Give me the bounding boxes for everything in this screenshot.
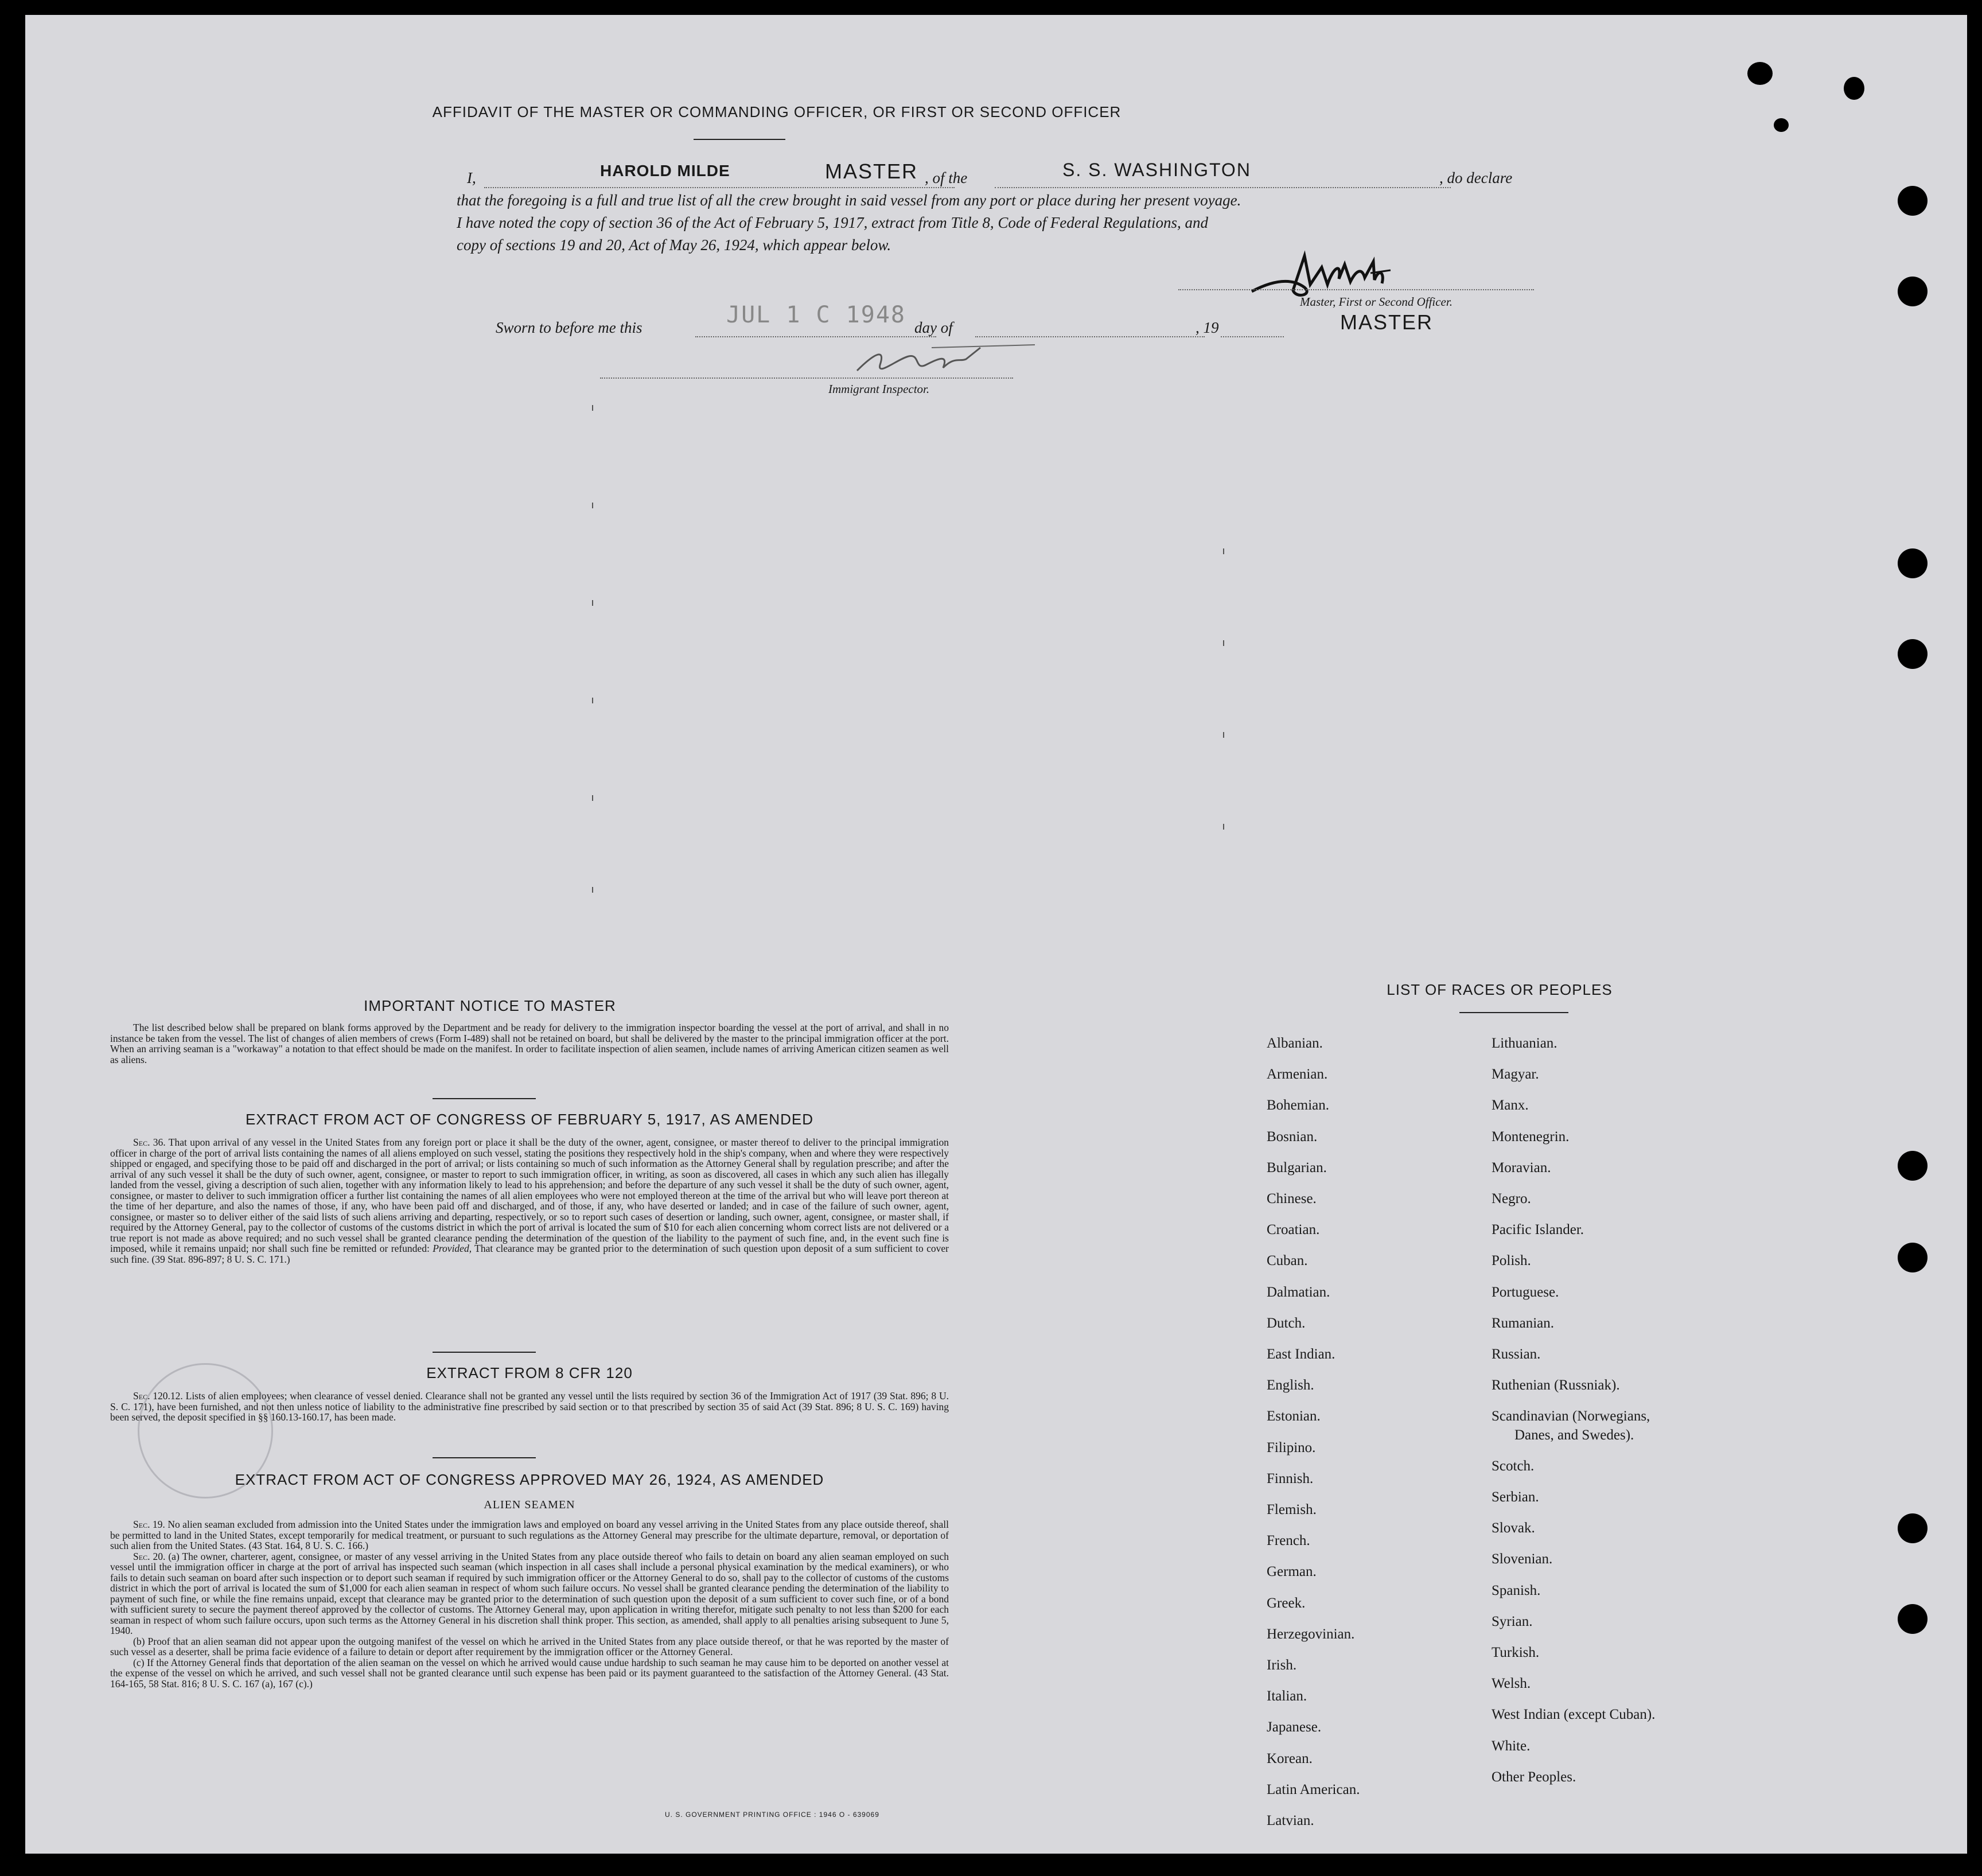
extract-1924-heading: EXTRACT FROM ACT OF CONGRESS APPROVED MAY 26, 1924, AS AMENDED (235, 1471, 824, 1488)
document-page (25, 15, 1967, 1854)
affidavit-line-3: I have noted the copy of section 36 of the Act of February 5, 1917, extract from Title 8, Code of Federal Regulations, and (457, 214, 1209, 231)
binder-hole (1747, 62, 1773, 85)
affidavit-line-2: that the foregoing is a full and true list of all the crew brought in said vessel from any port or place during her present voyage. (457, 192, 1241, 209)
scan-mark (1223, 640, 1224, 646)
race-item: Croatian. (1267, 1222, 1320, 1238)
race-item: Montenegrin. (1492, 1128, 1570, 1145)
races-column-1 (1267, 1028, 1360, 1836)
sec-20c-text: (c) If the Attorney General finds that deportation of the alien seaman on the vessel on which he arrived would cause undue hardship to such seaman he may cause him to be deported on another vessel at the expense of the vessel on which he arrived, and such vessel shall not be granted clearance until such expense has been paid or its payment guaranteed to the satisfaction of the Attorney General. (43 Stat. 164-165, 58 Stat. 816; 8 U. S. C. 167 (a), 167 (c).) (110, 1656, 949, 1690)
races-column-2 (1492, 1028, 1655, 1793)
extract-1917-body (110, 1137, 949, 1264)
scan-mark (592, 795, 593, 801)
race-item: Serbian. (1492, 1489, 1539, 1505)
race-item: Latin American. (1267, 1781, 1360, 1797)
binder-hole (1898, 1151, 1928, 1181)
binder-hole (1898, 1243, 1928, 1272)
sec-36-text: That upon arrival of any vessel in the United States from any foreign port or place it shall be the duty of the owner, agent, consignee, or master thereof to deliver to the principal immigration officer in charge of the port of arrival lists containing the names of all aliens employed on such vessel, stating the positions they respectively hold in the ship's company, when and where they were respectively shipped or engaged, and specifying those to be paid off and discharged in the port of arrival; or lists containing so much of such information as the Attorney General shall by regulation prescribe; and after the arrival of any such vessel it shall be the duty of such owner, agent, consignee, or master to report to such immigration officer, in writing, as soon as discovered, all cases in which any such alien has illegally landed from the vessel, giving a description of such alien, together with any information likely to lead to his apprehension; and before the departure of any such vessel it shall be the duty of such owner, agent, consignee, or master to deliver to such immigration officer a further list containing the names of all alien employees who were not employed thereon at the time of the arrival but who will leave port thereon at the time of her departure, and also the names of those, if any, who have been paid off and discharged, and of those, if any, who have deserted or landed; and in case of the failure of such owner, agent, consignee, or master so to deliver either of the said lists of such aliens arriving and departing, respectively, or so to report such cases of desertion or landing, such owner, agent, consignee, or master shall, if required by the Attorney General, pay to the collector of customs of the customs district in which the port of arrival is located the sum of $10 for each alien concerning whom correct lists are not delivered or a true report is not made as above required; and no such vessel shall be granted clearance pending the determination of the question of the liability to the payment of such fine, and, in the event such fine is imposed, while it remains unpaid; nor shall such fine be remitted or refunded: (110, 1137, 949, 1254)
race-item: Polish. (1492, 1253, 1531, 1269)
race-item: Herzegovinian. (1267, 1626, 1355, 1642)
race-item: Japanese. (1267, 1719, 1322, 1735)
year-blank (1221, 336, 1284, 337)
race-item: German. (1267, 1564, 1317, 1580)
inspector-caption: Immigrant Inspector. (828, 382, 930, 396)
race-item: Chinese. (1267, 1191, 1317, 1207)
year-prefix: , 19 (1196, 319, 1219, 336)
affidavit-line-4: copy of sections 19 and 20, Act of May 26, 1924, which appear below. (457, 236, 891, 254)
race-item: Dalmatian. (1267, 1284, 1330, 1300)
race-item: Russian. (1492, 1346, 1541, 1363)
race-item: Lithuanian. (1492, 1036, 1557, 1051)
race-item: Moravian. (1492, 1159, 1551, 1176)
race-item: Bulgarian. (1267, 1159, 1327, 1176)
race-item: Latvian. (1267, 1813, 1314, 1829)
notice-heading: IMPORTANT NOTICE TO MASTER (364, 997, 616, 1014)
race-item: French. (1267, 1533, 1310, 1549)
scan-mark (592, 698, 593, 703)
declare-text: , do declare (1439, 169, 1513, 186)
binder-hole (1898, 1604, 1928, 1634)
race-item: Dutch. (1267, 1315, 1306, 1331)
race-item: Magyar. (1492, 1067, 1539, 1083)
race-item: Korean. (1267, 1750, 1313, 1766)
race-item: Scotch. (1492, 1458, 1535, 1474)
race-item: English. (1267, 1377, 1314, 1394)
scan-mark (1223, 824, 1224, 830)
binder-hole (1898, 548, 1928, 578)
race-item: Rumanian. (1492, 1315, 1555, 1331)
race-item: Filipino. (1267, 1439, 1316, 1455)
scan-mark (1223, 548, 1224, 554)
affidavit-prefix: I, (467, 169, 476, 186)
race-item: Slovak. (1492, 1520, 1535, 1536)
sec-19-text: No alien seaman excluded from admission into the United States under the immigration laws and employed on board any vessel arriving in the United States from any place outside thereof, shall be permitted to land in the United States, except temporarily for medical treatment, or pursuant to such regulations as the Attorney General may prescribe for the ultimate departure, removal, or deportation of such alien from the United States. (43 Stat. 164, 8 U. S. C. 166.) (110, 1519, 949, 1551)
day-of-text: day of (914, 319, 953, 336)
race-item: Welsh. (1492, 1676, 1531, 1692)
printer-footer: U. S. GOVERNMENT PRINTING OFFICE : 1946 O - 639069 (665, 1811, 879, 1819)
sec-20a-text: (a) The owner, charterer, agent, consignee, or master of any vessel arriving in the United States from any place outside thereof who fails to detain on board any alien seaman employed on such vessel until the immigration officer in charge at the port of arrival has inspected such seaman (which inspection in all cases shall include a personal physical examination by the medical examiners), or who fails to detain such seaman on board after such inspection or to deport such seaman if required by such immigration officer or the Attorney General to do so, shall pay to the collector of customs of the customs district in which the port of arrival is located the sum of $1,000 for each alien seaman in respect of whom such failure occurs. No vessel shall be granted clearance pending the determination of the liability to payment of such fine, or while the fine remains unpaid, except that clearance may be granted prior to the determination of such question upon the deposit of a sum sufficient to cover such fine, or of a bond with sufficient surety to secure the payment thereof approved by the collector of customs. The Attorney General may, upon application in writing therefor, mitigate such penalty to not less than $200 for each seaman in respect of whom such failure occurs, upon such terms as the Attorney General in his discretion shall think proper. This section, as amended, shall apply to all penalties arising subsequent to June 5, 1940. (110, 1550, 949, 1636)
provided-text: Provided, (433, 1243, 472, 1254)
binder-hole (1898, 277, 1928, 306)
master-rank: MASTER (825, 159, 918, 183)
heading-rule (694, 139, 785, 140)
section-rule (433, 1457, 536, 1458)
race-item: Portuguese. (1492, 1284, 1559, 1300)
scan-mark (1223, 732, 1224, 738)
vessel-name: S. S. WASHINGTON (1062, 159, 1251, 180)
race-item: Flemish. (1267, 1502, 1317, 1518)
race-item: Turkish. (1492, 1645, 1540, 1661)
inspector-signature-line (600, 377, 1013, 379)
race-item: Pacific Islander. (1492, 1222, 1584, 1238)
race-item: East Indian. (1267, 1346, 1335, 1363)
race-item: Bohemian. (1267, 1097, 1330, 1114)
sec-20b-text: (b) Proof that an alien seaman did not appear upon the outgoing manifest of the vessel on which he arrived in the United States from any place outside thereof, or that he was reported by the master of such vessel as a deserter, shall be prima facie evidence of a failure to detain or deport after requirement by the immigration officer or the Attorney General. (110, 1635, 949, 1657)
sec-20-label: Sec. 20. (133, 1550, 166, 1562)
extract-1917-heading: EXTRACT FROM ACT OF CONGRESS OF FEBRUARY 5, 1917, AS AMENDED (246, 1111, 813, 1128)
scan-mark (592, 503, 593, 508)
race-item: Italian. (1267, 1688, 1307, 1704)
race-item: Greek. (1267, 1595, 1306, 1611)
race-item: West Indian (except Cuban). (1492, 1707, 1656, 1723)
race-item: White. (1492, 1738, 1531, 1754)
inspector-signature (846, 336, 1041, 388)
binder-hole (1844, 77, 1864, 100)
officer-caption: Master, First or Second Officer. (1300, 295, 1453, 309)
notice-body (110, 1022, 949, 1065)
sec-120-label: Sec. 120.12. (133, 1390, 183, 1402)
alien-seamen-subheading: ALIEN SEAMEN (484, 1499, 575, 1511)
binder-hole (1774, 118, 1789, 132)
race-item: Albanian. (1267, 1036, 1323, 1051)
section-rule (433, 1352, 536, 1353)
race-item: Other Peoples. (1492, 1769, 1576, 1785)
race-item: Armenian. (1267, 1067, 1328, 1083)
sworn-date-stamp: JUL 1 C 1948 (726, 302, 906, 328)
sworn-label: Sworn to before me this (496, 319, 643, 336)
notice-text: The list described below shall be prepared on blank forms approved by the Department and be ready for delivery to the immigration inspector boarding the vessel at the port of arrival, and shall in no instance be taken from the vessel. The list of changes of alien members of crews (Form I-489) shall not be retained on board, but shall be delivered by the master to the principal immigration officer at the port. When an arriving seaman is a "workaway" a notation to that effect should be made on the manifest. In order to facilitate inspection of alien seamen, include names of arriving American citizen seamen as well as aliens. (110, 1022, 949, 1065)
race-item: Slovenian. (1492, 1551, 1553, 1567)
race-item: Syrian. (1492, 1613, 1533, 1629)
of-the-text: , of the (925, 169, 968, 186)
scan-mark (592, 600, 593, 606)
scan-mark (592, 405, 593, 411)
affidavit-heading: AFFIDAVIT OF THE MASTER OR COMMANDING OFFICER, OR FIRST OR SECOND OFFICER (432, 103, 1122, 120)
race-item: Manx. (1492, 1097, 1529, 1114)
race-item: Cuban. (1267, 1253, 1308, 1269)
sec-36-end: That clearance may be granted prior to the determination of such question upon deposit of a sum sufficient to cover such fine. (39 Stat. 896-897; 8 U. S. C. 171.) (110, 1243, 949, 1265)
sec-120-text: Lists of alien employees; when clearance of vessel denied. Clearance shall not be granted any vessel until the lists required by section 36 of the Immigration Act of 1917 (39 Stat. 896; 8 U. S. C. 171), have been furnished, and not then unless notice of liability to the administrative fine prescribed by said section or to that prescribed by section 35 of said Act (39 Stat. 896; 8 U. S. C. 169) having been served, the deposit specified in §§ 160.13-160.17, has been made. (110, 1390, 949, 1423)
race-item: Irish. (1267, 1657, 1297, 1673)
master-name: HAROLD MILDE (600, 162, 730, 180)
binder-hole (1898, 186, 1928, 216)
section-rule (433, 1098, 536, 1099)
binder-hole (1898, 639, 1928, 669)
officer-signature-line (1178, 289, 1534, 290)
races-heading: LIST OF RACES OR PEOPLES (1387, 981, 1613, 998)
sec-36-label: Sec. 36. (133, 1137, 166, 1148)
race-item: Ruthenian (Russniak). (1492, 1377, 1620, 1394)
scan-mark (592, 887, 593, 893)
race-item: Finnish. (1267, 1470, 1314, 1486)
race-item: Bosnian. (1267, 1128, 1318, 1145)
extract-cfr-heading: EXTRACT FROM 8 CFR 120 (426, 1364, 633, 1381)
race-item: Negro. (1492, 1191, 1531, 1207)
extract-1924-body (110, 1519, 949, 1689)
vessel-blank (995, 187, 1451, 188)
race-item: Estonian. (1267, 1408, 1321, 1424)
race-item: Spanish. (1492, 1582, 1541, 1598)
officer-title: MASTER (1340, 310, 1434, 334)
sec-19-label: Sec. 19. (133, 1519, 165, 1530)
races-rule (1459, 1012, 1568, 1013)
name-blank (484, 187, 955, 188)
race-item: Scandinavian (Norwegians, (1492, 1408, 1650, 1424)
binder-hole (1898, 1513, 1928, 1543)
race-item: Danes, and Swedes). (1514, 1427, 1634, 1443)
